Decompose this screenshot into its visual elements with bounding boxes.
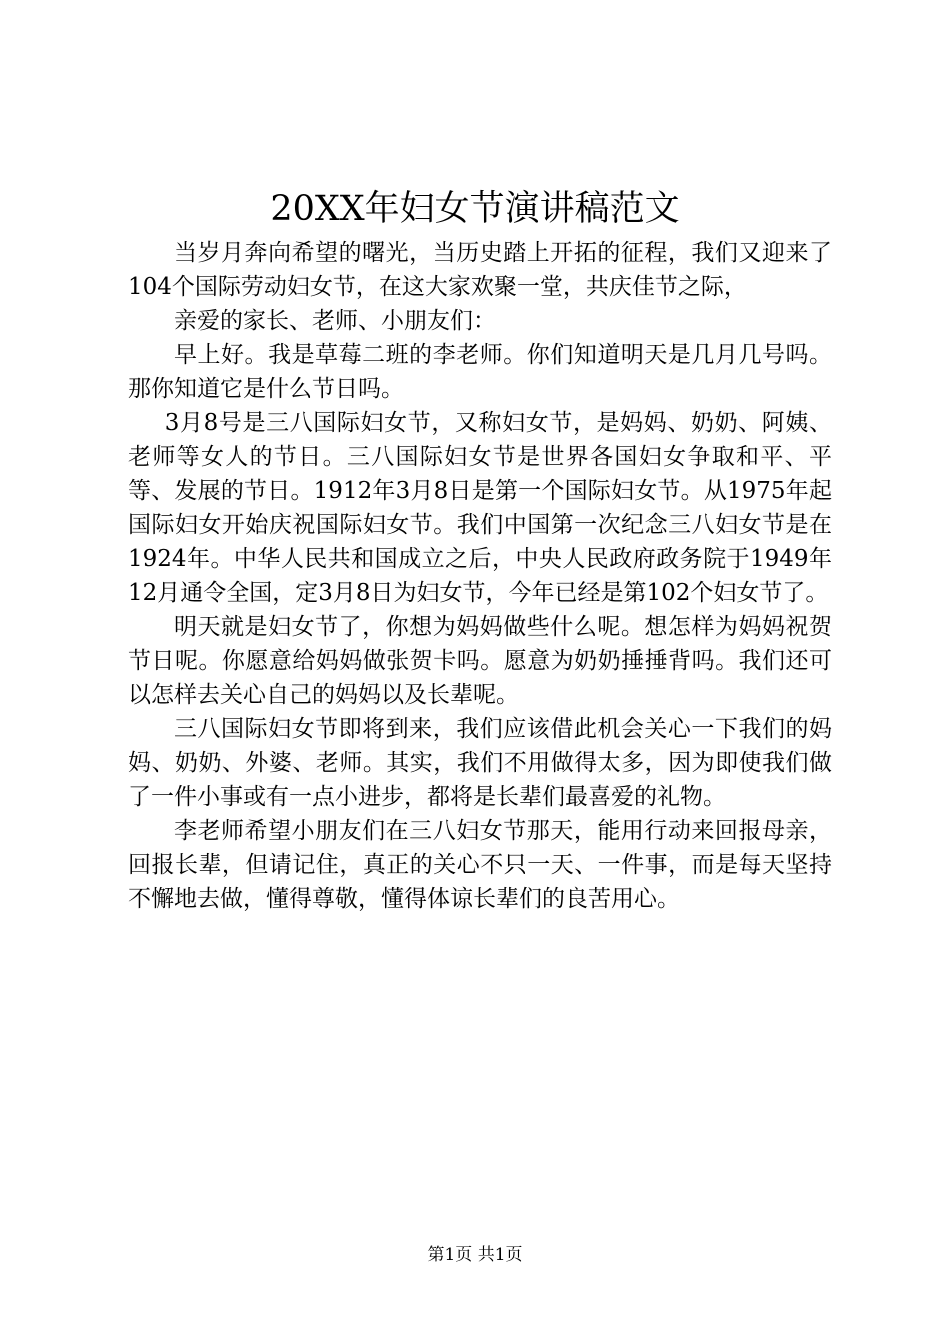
paragraph-questions: 明天就是妇女节了，你想为妈妈做些什么呢。想怎样为妈妈祝贺节日呢。你愿意给妈妈做张贺卡吗。愿意为奶奶捶捶背吗。我们还可以怎样去关心自己的妈妈以及长辈呢。: [128, 614, 832, 708]
document-body: [128, 236, 832, 916]
paragraph-intro: 早上好。我是草莓二班的李老师。你们知道明天是几月几号吗。那你知道它是什么节日吗。: [128, 342, 832, 402]
paragraph-closing: 李老师希望小朋友们在三八妇女节那天，能用行动来回报母亲，回报长辈，但请记住，真正的关心不只一天、一件事，而是每天坚持不懈地去做，懂得尊敬，懂得体谅长辈们的良苦用心。: [128, 818, 832, 912]
paragraph-history: 3月8号是三八国际妇女节，又称妇女节，是妈妈、奶奶、阿姨、老师等女人的节日。三八国际妇女节是世界各国妇女争取和平、平等、发展的节日。1912年3月8日是第一个国际妇女节。从1975年起国际妇女开始庆祝国际妇女节。我们中国第一次纪念三八妇女节是在1924年。中华人民共和国成立之后，中央人民政府政务院于1949年12月通令全国，定3月8日为妇女节，今年已经是第102个妇女节了。: [128, 410, 832, 606]
page-title: 20XX年妇女节演讲稿范文: [270, 189, 680, 229]
paragraph-opening: 当岁月奔向希望的曙光，当历史踏上开拓的征程，我们又迎来了104个国际劳动妇女节，在这大家欢聚一堂，共庆佳节之际，: [128, 240, 832, 300]
paragraph-caring: 三八国际妇女节即将到来，我们应该借此机会关心一下我们的妈妈、奶奶、外婆、老师。其实，我们不用做得太多，因为即使我们做了一件小事或有一点小进步，都将是长辈们最喜爱的礼物。: [128, 716, 832, 810]
page-footer: 第1页 共1页: [427, 1245, 523, 1265]
paragraph-greeting: 亲爱的家长、老师、小朋友们：: [174, 308, 496, 334]
